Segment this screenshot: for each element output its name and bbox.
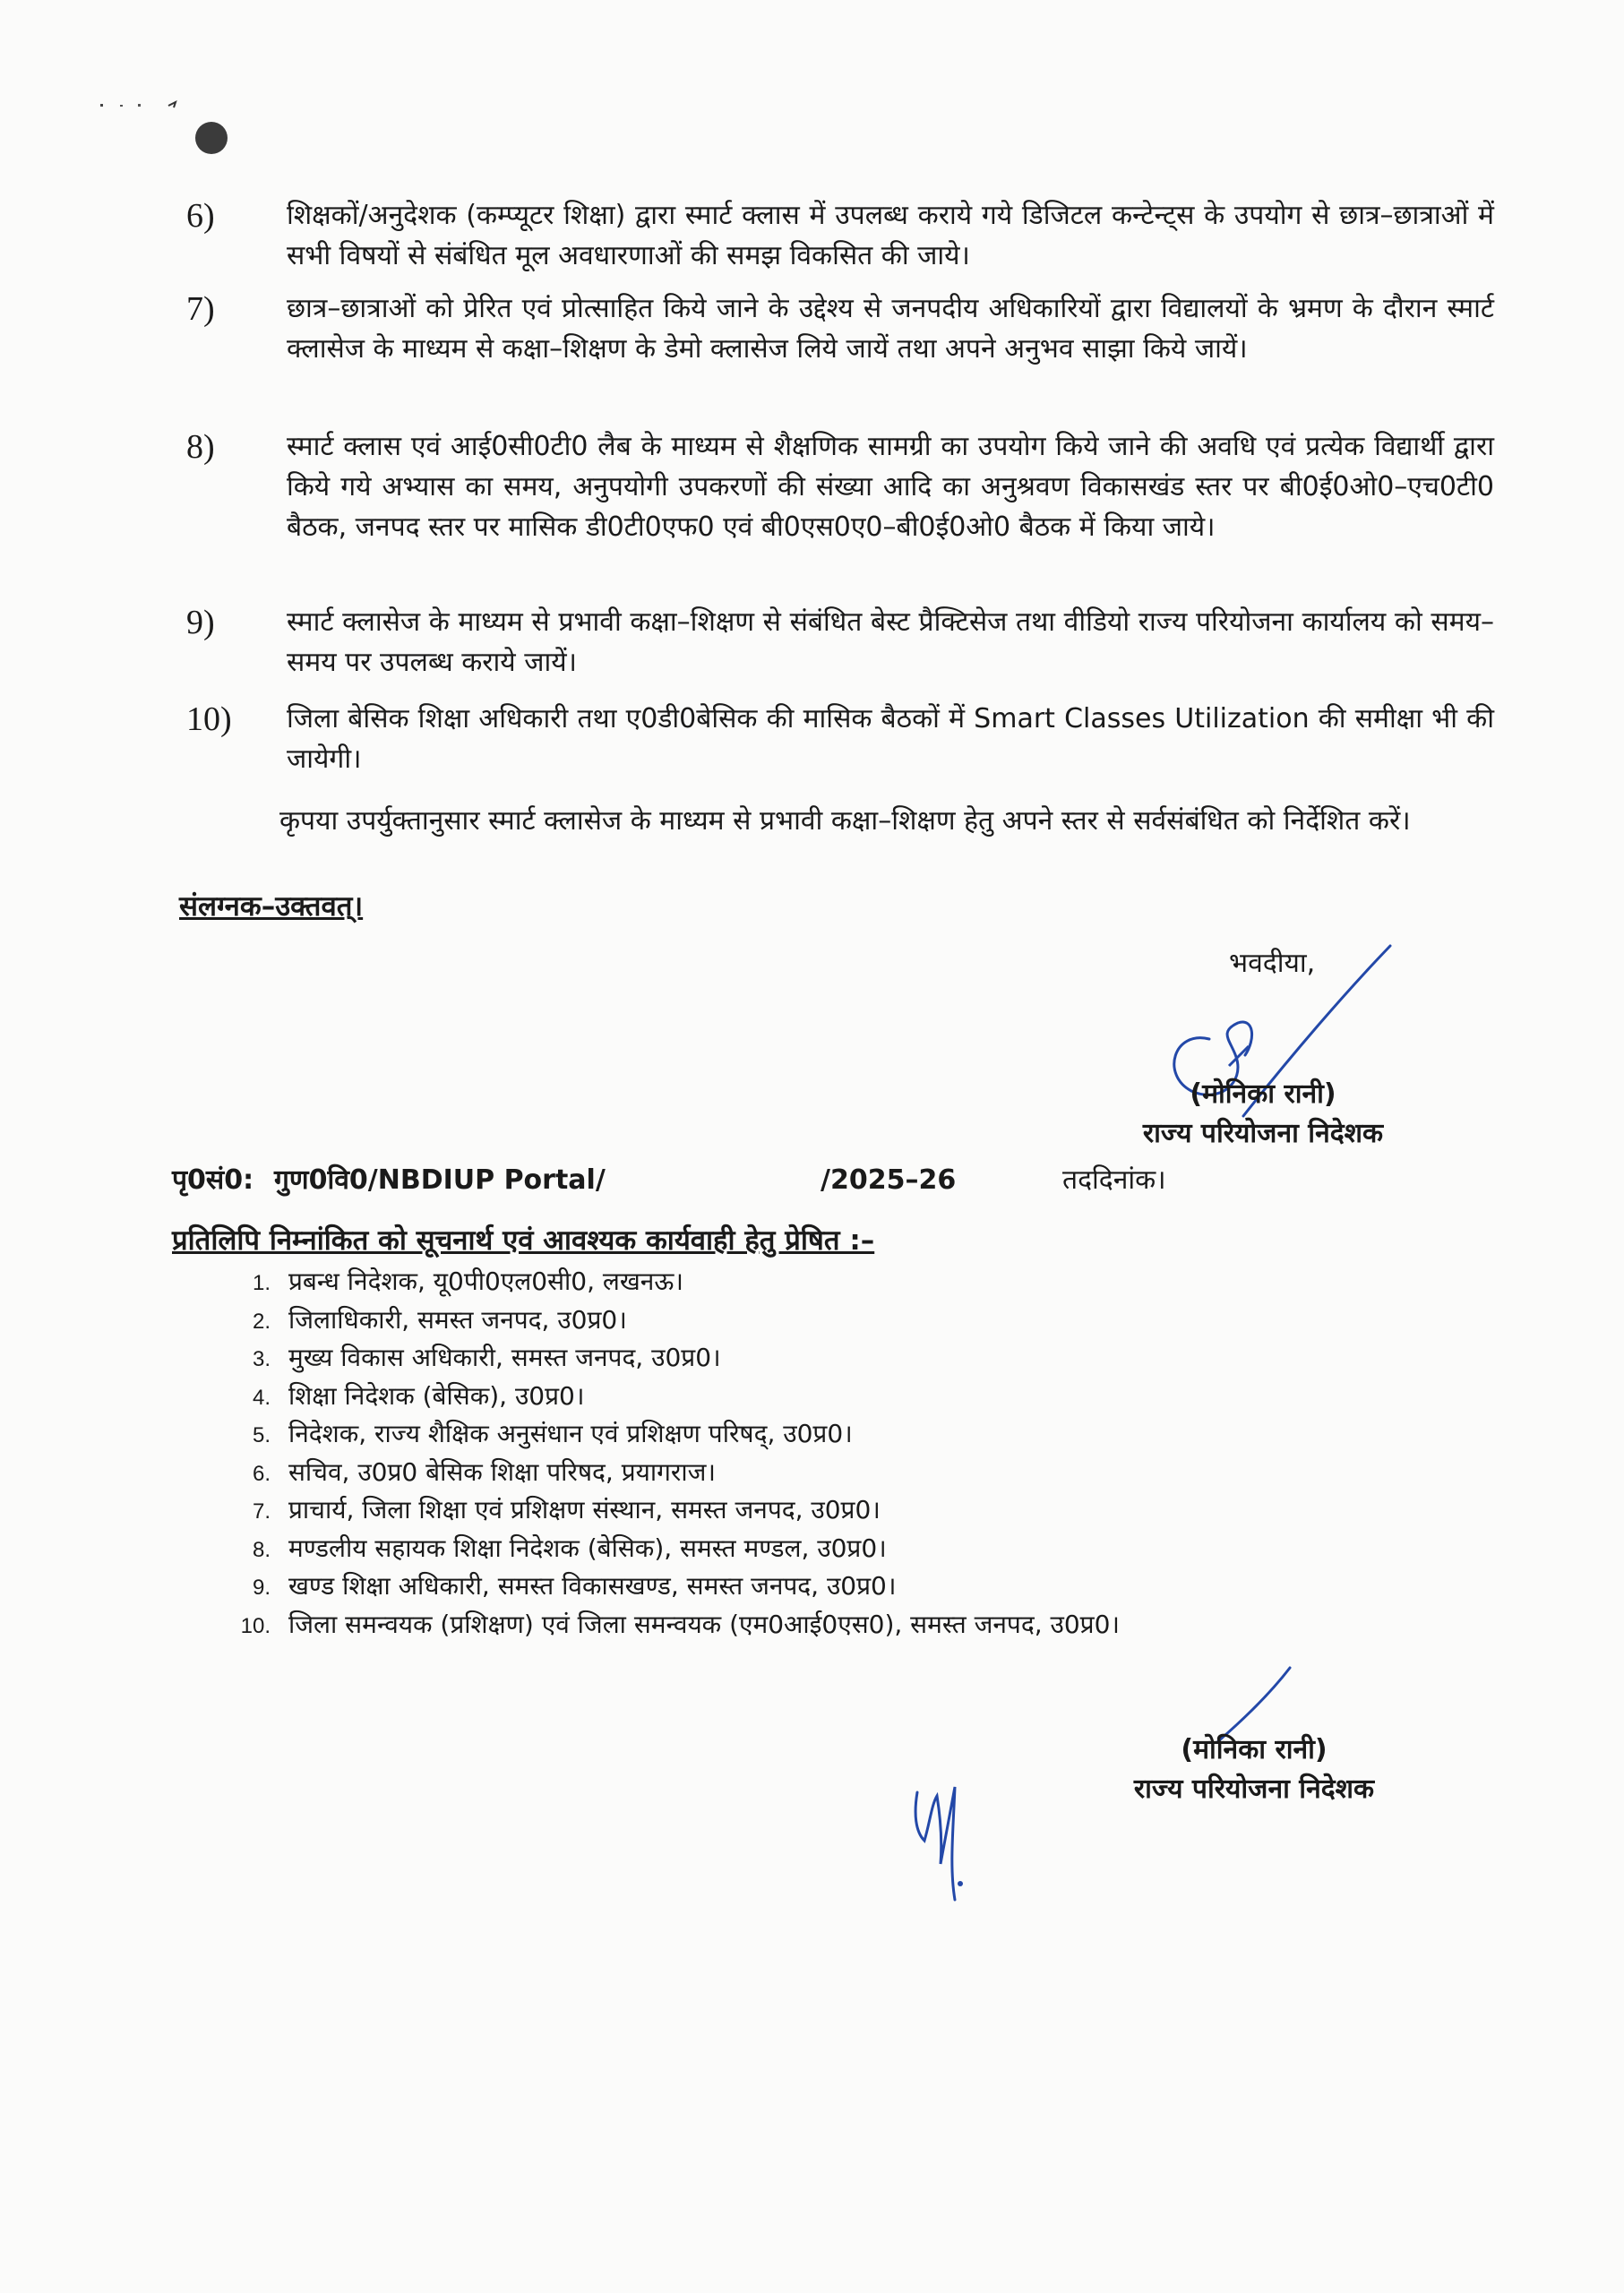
list-text: निदेशक, राज्य शैक्षिक अनुसंधान एवं प्रशिक्षण परिषद्, उ0प्र0। (288, 1419, 853, 1448)
instruction-item (186, 426, 1494, 547)
list-text: सचिव, उ0प्र0 बेसिक शिक्षा परिषद, प्रयागराज। (288, 1456, 716, 1487)
reference-date: तददिनांक। (1062, 1164, 1166, 1196)
instruction-text: शिक्षकों/अनुदेशक (कम्प्यूटर शिक्षा) द्वारा स्मार्ट क्लास में उपलब्ध कराये गये डिजिटल कन्टेन्ट्स के उपयोग से छात्र–छात्राओं में सभी विषयों से संबंधित मूल अवधारणाओं की समझ विकसित की जाये। (287, 200, 1494, 271)
copy-heading: प्रतिलिपि निम्नांकित को सूचनार्थ एवं आवश्यक कार्यवाही हेतु प्रेषित :– (172, 1224, 875, 1257)
list-item (211, 1301, 1376, 1340)
list-item (211, 1530, 1376, 1568)
instruction-number: 6) (186, 197, 215, 235)
reference-prefix: पृ0सं0: (172, 1164, 254, 1196)
instruction-item (186, 288, 1494, 369)
list-number: 8. (252, 1537, 271, 1562)
list-text: प्राचार्य, जिला शिक्षा एवं प्रशिक्षण संस्थान, समस्त जनपद, उ0प्र0। (288, 1495, 881, 1524)
list-text: मण्डलीय सहायक शिक्षा निदेशक (बेसिक), समस्त मण्डल, उ0प्र0। (288, 1533, 887, 1563)
list-item (211, 1415, 1376, 1454)
list-number: 4. (252, 1385, 271, 1410)
list-item (211, 1567, 1376, 1606)
list-text: जिलाधिकारी, समस्त जनपद, उ0प्र0। (288, 1304, 627, 1335)
list-text: प्रबन्ध निदेशक, यू0पी0एल0सी0, लखनऊ। (288, 1267, 683, 1296)
signatory-block-1 (1111, 1075, 1415, 1154)
list-text: खण्ड शिक्षा अधिकारी, समस्त विकासखण्ड, समस्त जनपद, उ0प्र0। (288, 1571, 897, 1601)
list-number: 9. (252, 1576, 271, 1600)
instruction-text: स्मार्ट क्लास एवं आई0सी0टी0 लैब के माध्यम से शैक्षणिक सामग्री का उपयोग किये जाने की अवधि एवं प्रत्येक विद्यार्थी द्वारा किये गये अभ्यास का समय, अनुपयोगी उपकरणों की संख्या आदि का अनुश्रवण विकासखंड स्तर पर बी0ई0ओ0–एच0टी0 बैठक, जनपद स्तर पर मासिक डी0टी0एफ0 एवं बी0एस0ए0–बी0ई0ओ0 बैठक में किया जाये। (287, 431, 1494, 543)
scan-specks (99, 97, 179, 111)
list-text: मुख्य विकास अधिकारी, समस्त जनपद, उ0प्र0। (288, 1343, 721, 1372)
instruction-number: 7) (186, 290, 215, 328)
instruction-text: छात्र–छात्राओं को प्रेरित एवं प्रोत्साहित किये जाने के उद्देश्य से जनपदीय अधिकारियों द्वारा विद्यालयों के भ्रमण के दौरान स्मार्ट क्लासेज के माध्यम से कक्षा–शिक्षण के डेमो क्लासेज लिये जायें तथा अपने अनुभव साझा किये जायें। (287, 293, 1494, 365)
signatory-block-2 (1102, 1730, 1406, 1809)
reference-code: गुण0वि0/NBDIUP Portal/ (274, 1164, 606, 1196)
list-number: 6. (252, 1461, 271, 1486)
list-number: 3. (252, 1347, 271, 1371)
instruction-number: 9) (186, 604, 215, 641)
list-item (211, 1491, 1376, 1530)
signatory-name: (मोनिका रानी) (1190, 1078, 1336, 1110)
list-item (211, 1454, 1376, 1492)
closing-request: कृपया उपर्युक्तानुसार स्मार्ट क्लासेज के माध्यम से प्रभावी कक्षा–शिक्षण हेतु अपने स्तर से सर्वसंबंधित को निर्देशित करें। (279, 805, 1411, 837)
list-item (211, 1378, 1376, 1416)
list-number: 1. (252, 1271, 271, 1295)
instruction-text: स्मार्ट क्लासेज के माध्यम से प्रभावी कक्षा–शिक्षण से संबंधित बेस्ट प्रैक्टिसेज तथा वीडियो राज्य परियोजना कार्यालय को समय–समय पर उपलब्ध कराये जायें। (287, 606, 1494, 678)
signatory-name: (मोनिका रानी) (1181, 1734, 1328, 1765)
list-number: 7. (252, 1499, 271, 1524)
list-number: 5. (252, 1423, 271, 1447)
enclosure-note: संलग्नक–उक्तवत्। (179, 890, 364, 923)
list-text: जिला समन्वयक (प्रशिक्षण) एवं जिला समन्वयक (एम0आई0एस0), समस्त जनपद, उ0प्र0। (288, 1609, 1121, 1639)
instruction-item (186, 195, 1494, 276)
list-item (211, 1263, 1376, 1301)
instruction-number: 10) (186, 700, 232, 738)
list-item (211, 1606, 1376, 1645)
initials-mark (905, 1778, 985, 1912)
list-number: 10. (240, 1613, 271, 1638)
signatory-designation: राज्य परियोजना निदेशक (1142, 1118, 1384, 1149)
instruction-text: जिला बेसिक शिक्षा अधिकारी तथा ए0डी0बेसिक की मासिक बैठकों में Smart Classes Utilization की समीक्षा भी की जायेगी। (287, 703, 1494, 775)
signatory-designation: राज्य परियोजना निदेशक (1133, 1773, 1375, 1805)
list-text: शिक्षा निदेशक (बेसिक), उ0प्र0। (288, 1380, 585, 1411)
instruction-item (186, 602, 1494, 683)
list-item (211, 1339, 1376, 1378)
list-number: 2. (252, 1309, 271, 1334)
closing-salutation: भवदीया, (1229, 948, 1316, 979)
instruction-number: 8) (186, 428, 215, 466)
copy-list (211, 1263, 1376, 1644)
instruction-item (186, 699, 1494, 779)
punch-hole (195, 122, 228, 154)
reference-year: /2025–26 (821, 1164, 957, 1196)
